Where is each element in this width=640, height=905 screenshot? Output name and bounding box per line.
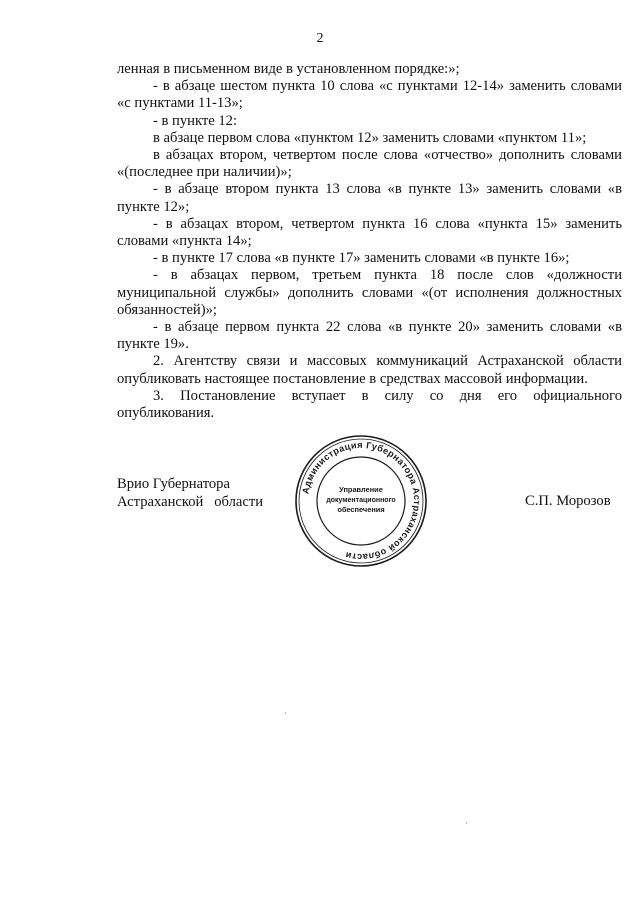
paragraph: в абзаце первом слова «пунктом 12» заменить словами «пунктом 11»; — [153, 129, 587, 146]
paragraph: - в абзаце первом пункта 22 слова «в пункте 20» заменить словами «в пункте 19». — [117, 319, 622, 353]
paragraph: - в пункте 12: — [153, 112, 238, 129]
seal-inner-line: документационного — [326, 497, 396, 504]
paragraph: 3. Постановление вступает в силу со дня его официального опубликования. — [117, 387, 622, 422]
paragraph: - в пункте 17 слова «в пункте 17» заменить словами «в пункте 16»; — [153, 250, 570, 267]
paragraph: - в абзацах первом, третьем пункта 18 после слов «должности муниципальной службы» дополнить словами «(от исполнения должностных обязанностей)»; — [117, 267, 622, 318]
seal-inner-line: Управление — [339, 485, 383, 494]
official-seal — [294, 434, 428, 568]
document-body — [117, 61, 622, 422]
seal-outer-text-path: Администрация Губернатора Астраханской области — [300, 439, 423, 563]
signer-name: С.П. Морозов — [525, 493, 611, 509]
signer-position-line: Астраханской области — [117, 493, 264, 510]
seal-inner-line: обеспечения — [337, 505, 385, 514]
paragraph: 2. Агентству связи и массовых коммуникаций Астраханской области опубликовать настоящее постановление в средствах массовой информации. — [117, 353, 622, 387]
paragraph: ленная в письменном виде в установленном порядке:»; — [117, 61, 460, 77]
scan-artifact — [285, 712, 286, 714]
page-number: 2 — [316, 31, 324, 46]
seal-graphic — [294, 434, 428, 568]
signer-position-line: Врио Губернатора — [117, 476, 230, 492]
signer-position — [117, 476, 263, 511]
paragraph: - в абзаце втором пункта 13 слова «в пункте 13» заменить словами «в пункте 12»; — [117, 181, 622, 215]
paragraph: в абзацах втором, четвертом после слова «отчество» дополнить словами «(последнее при наличии)»; — [117, 147, 622, 181]
paragraph: - в абзаце шестом пункта 10 слова «с пунктами 12-14» заменить словами «с пунктами 11-13»; — [117, 78, 622, 112]
paragraph: - в абзацах втором, четвертом пункта 16 слова «пункта 15» заменить словами «пункта 14»; — [117, 215, 622, 250]
scan-artifact — [466, 822, 467, 824]
